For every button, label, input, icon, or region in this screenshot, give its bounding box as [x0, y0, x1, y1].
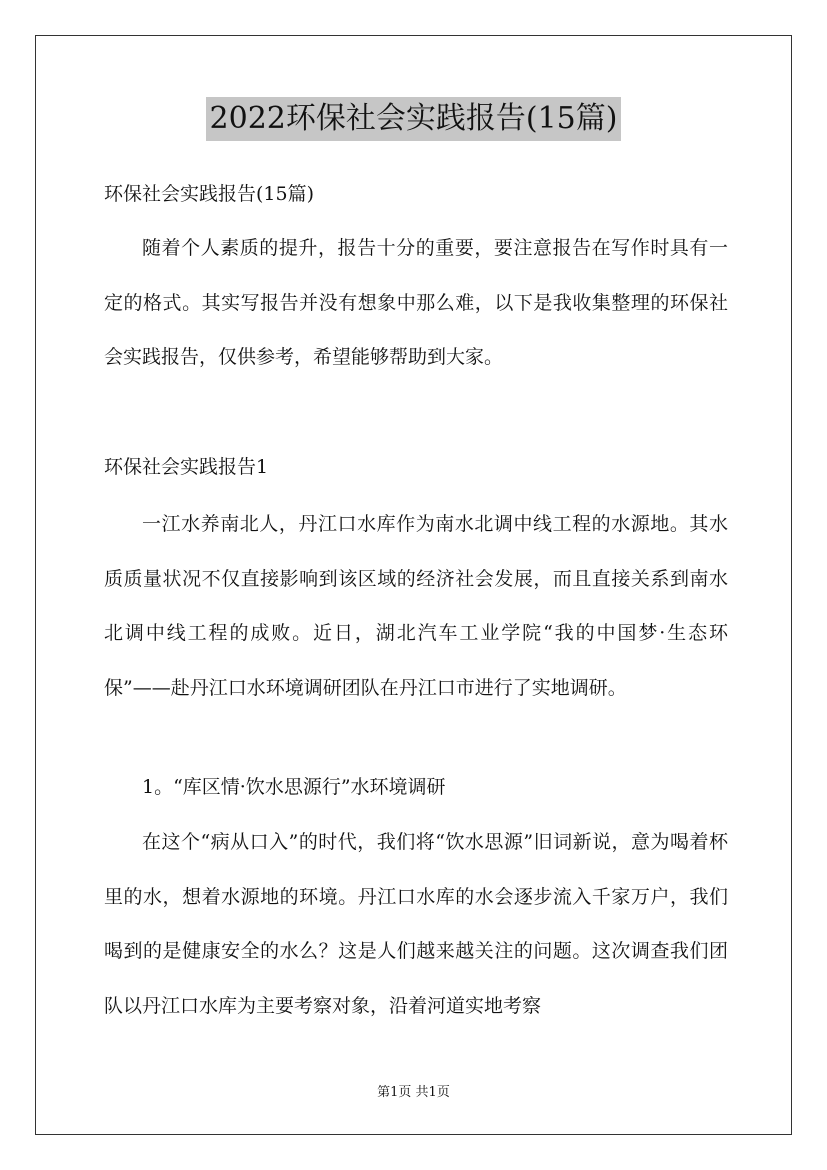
section-heading: 环保社会实践报告1: [104, 456, 269, 478]
body-paragraph-1: 一江水养南北人，丹江口水库作为南水北调中线工程的水源地。其水质质量状况不仅直接影响到该区域的经济社会发展，而且直接关系到南水北调中线工程的成败。近日，湖北汽车工业学院“我的中国梦·生态环保”——赴丹江口水环境调研团队在丹江口市进行了实地调研。: [104, 513, 728, 699]
item-heading-1: 1。“库区情·饮水思源行”水环境调研: [142, 776, 446, 798]
page-footer: 第1页 共1页: [377, 1085, 450, 1100]
document-title: 2022环保社会实践报告(15篇): [206, 97, 622, 141]
document-subtitle: 环保社会实践报告(15篇): [104, 183, 315, 205]
title-container: [0, 97, 827, 141]
intro-paragraph: 随着个人素质的提升，报告十分的重要，要注意报告在写作时具有一定的格式。其实写报告并没有想象中那么难，以下是我收集整理的环保社会实践报告，仅供参考，希望能够帮助到大家。: [104, 237, 728, 368]
body-paragraph-2: 在这个“病从口入”的时代，我们将“饮水思源”旧词新说，意为喝着杯里的水，想着水源地的环境。丹江口水库的水会逐步流入千家万户，我们喝到的是健康安全的水么？这是人们越来越关注的问题。这次调查我们团队以丹江口水库为主要考察对象，沿着河道实地考察: [104, 831, 728, 1017]
